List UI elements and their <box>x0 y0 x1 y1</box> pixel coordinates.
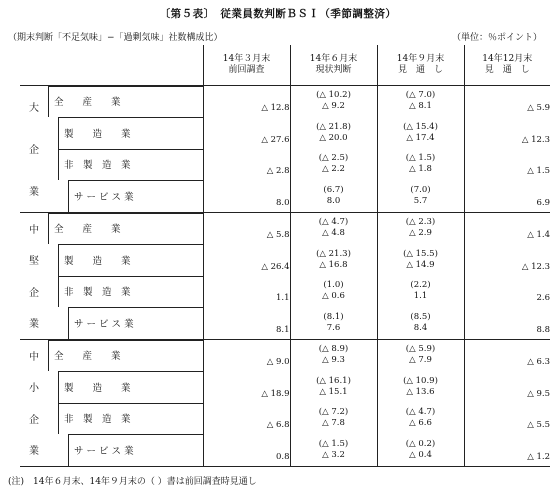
row-label-cell <box>48 276 203 308</box>
current-value: 8.4 <box>413 322 428 333</box>
current-value: △ 0.4 <box>409 449 432 460</box>
current-value: △ 9.3 <box>322 355 345 366</box>
current-value: △ 7.8 <box>322 418 345 429</box>
value-cell <box>290 307 377 339</box>
value-cell <box>464 244 550 276</box>
unit-label: （単位：％ポイント） <box>451 33 542 43</box>
prior-forecast-value: (△ 1.5) <box>318 438 349 449</box>
value-cell <box>377 244 464 276</box>
value-cell <box>464 180 550 212</box>
table-row <box>20 276 550 308</box>
current-value: △ 2.2 <box>322 164 345 175</box>
prior-forecast-value: (△ 5.9) <box>405 344 436 355</box>
value-cell <box>377 85 464 117</box>
value-cell <box>203 339 290 371</box>
current-value: 5.7 <box>413 195 428 206</box>
row-label: 非 製 造 業 <box>64 287 131 299</box>
current-value: △ 15.1 <box>319 386 348 397</box>
group-label <box>20 212 48 339</box>
value: 8.1 <box>275 324 290 335</box>
prior-forecast-value: (△ 1.5) <box>405 153 436 164</box>
prior-forecast-value: (△ 10.2) <box>316 90 351 101</box>
current-value: △ 1.8 <box>409 164 432 175</box>
value-cell <box>203 434 290 466</box>
value: △ 12.8 <box>261 102 290 113</box>
value: 0.8 <box>275 451 290 462</box>
value-cell <box>377 339 464 371</box>
value-cell <box>464 117 550 149</box>
prior-forecast-value: (△ 2.3) <box>405 217 436 228</box>
value-cell <box>290 371 377 403</box>
row-label-cell <box>48 339 203 371</box>
value: △ 6.3 <box>527 356 550 367</box>
value-cell <box>203 117 290 149</box>
value: △ 2.8 <box>266 166 290 177</box>
value-cell <box>290 244 377 276</box>
prior-forecast-value: (△ 21.8) <box>316 121 351 132</box>
current-value: 8.0 <box>326 195 341 206</box>
value-cell <box>377 212 464 244</box>
value-cell <box>377 180 464 212</box>
value-cell <box>377 276 464 308</box>
value: 8.0 <box>275 197 290 208</box>
prior-forecast-value: (△ 2.5) <box>318 153 349 164</box>
table-row <box>20 371 550 403</box>
current-value: △ 17.4 <box>406 132 435 143</box>
value: △ 5.9 <box>527 102 550 113</box>
header-row <box>20 45 550 85</box>
group-char: 企 <box>29 414 39 426</box>
column-header: 14年９月末 見 通 し <box>377 45 464 85</box>
current-value: 1.1 <box>413 291 428 302</box>
footnote: (注) 14年６月末、14年９月末の（ ）書は前回調査時見通し <box>8 477 257 487</box>
table-row <box>20 149 550 181</box>
row-label: サ ー ビ ス 業 <box>74 191 134 203</box>
current-value: △ 2.9 <box>409 228 432 239</box>
value-cell <box>290 180 377 212</box>
row-label: サ ー ビ ス 業 <box>74 318 134 330</box>
prior-forecast-value: (△ 15.5) <box>403 248 438 259</box>
value: △ 1.5 <box>527 166 550 177</box>
row-label: 製 造 業 <box>64 255 131 267</box>
group-char: 企 <box>29 145 39 156</box>
table-row <box>20 403 550 435</box>
row-label-cell <box>48 371 203 403</box>
prior-forecast-value: (△ 16.1) <box>316 375 351 386</box>
prior-forecast-value: (△ 7.0) <box>405 90 436 101</box>
current-value: △ 14.9 <box>406 259 435 270</box>
prior-forecast-value: (△ 0.2) <box>405 438 436 449</box>
value: △ 5.5 <box>527 420 550 431</box>
group-char: 堅 <box>29 256 39 268</box>
current-value: △ 0.6 <box>322 291 345 302</box>
value: △ 1.4 <box>527 229 550 240</box>
row-label: 非 製 造 業 <box>64 160 131 172</box>
group-char: 企 <box>29 287 39 299</box>
header-corner <box>20 45 203 85</box>
value: △ 1.2 <box>527 451 550 462</box>
column-header: 14年３月末 前回調査 <box>203 45 290 85</box>
row-label: 非 製 造 業 <box>64 414 131 426</box>
value-cell <box>203 149 290 181</box>
group-label <box>20 339 48 466</box>
value: △ 6.8 <box>266 420 290 431</box>
value: △ 27.6 <box>261 134 290 145</box>
current-value: 7.6 <box>326 322 341 333</box>
current-value: △ 6.6 <box>409 418 432 429</box>
value-cell <box>290 403 377 435</box>
prior-forecast-value: (△ 15.4) <box>403 121 438 132</box>
group-char: 業 <box>29 446 39 458</box>
prior-forecast-value: (6.7) <box>323 184 344 195</box>
value-cell <box>203 403 290 435</box>
prior-forecast-value: (2.2) <box>410 280 431 291</box>
column-header: 14年12月末 見 通 し <box>464 45 550 85</box>
prior-forecast-value: (7.0) <box>410 184 431 195</box>
value-cell <box>464 212 550 244</box>
table-row <box>20 85 550 117</box>
value-cell <box>290 117 377 149</box>
group-char: 小 <box>29 383 39 395</box>
prior-forecast-value: (△ 10.9) <box>403 375 438 386</box>
group-char: 業 <box>29 187 39 198</box>
row-label: サ ー ビ ス 業 <box>74 445 134 457</box>
group-label <box>20 85 48 212</box>
value-cell <box>464 434 550 466</box>
value-cell <box>464 339 550 371</box>
value: △ 9.0 <box>266 356 290 367</box>
prior-forecast-value: (△ 21.3) <box>316 248 351 259</box>
row-label-cell <box>48 85 203 117</box>
value-cell <box>203 307 290 339</box>
value: 6.9 <box>536 197 550 208</box>
table-subtitle: （期末判断「不足気味」−「過剰気味」社数構成比） <box>8 33 223 43</box>
row-label: 製 造 業 <box>64 128 131 140</box>
value-cell <box>377 434 464 466</box>
current-value: △ 9.2 <box>322 101 345 112</box>
row-label-cell <box>48 244 203 276</box>
value-cell <box>290 434 377 466</box>
prior-forecast-value: (△ 8.9) <box>318 344 349 355</box>
value-cell <box>464 149 550 181</box>
row-label-cell <box>48 149 203 181</box>
value: 1.1 <box>275 293 290 304</box>
group-char: 大 <box>29 103 39 114</box>
value: △ 5.8 <box>266 229 290 240</box>
value-cell <box>203 85 290 117</box>
table-row <box>20 244 550 276</box>
prior-forecast-value: (8.5) <box>410 311 431 322</box>
value-cell <box>464 85 550 117</box>
current-value: △ 20.0 <box>319 132 348 143</box>
current-value: △ 8.1 <box>409 101 432 112</box>
row-label: 全 産 業 <box>54 351 121 363</box>
table-row <box>20 212 550 244</box>
column-header: 14年６月末 現状判断 <box>290 45 377 85</box>
value: △ 12.3 <box>521 261 550 272</box>
current-value: △ 16.8 <box>319 259 348 270</box>
value-cell <box>203 180 290 212</box>
row-label-cell <box>48 117 203 149</box>
row-label-cell <box>48 403 203 435</box>
value-cell <box>203 371 290 403</box>
value-cell <box>203 276 290 308</box>
row-label-cell <box>48 307 203 339</box>
prior-forecast-value: (8.1) <box>323 311 344 322</box>
value: △ 9.5 <box>527 388 550 399</box>
row-label: 全 産 業 <box>54 97 121 109</box>
row-label: 全 産 業 <box>54 224 121 236</box>
table-row <box>20 117 550 149</box>
table-row <box>20 180 550 212</box>
value-cell <box>290 212 377 244</box>
value: 2.6 <box>536 293 550 304</box>
value-cell <box>290 85 377 117</box>
value: △ 26.4 <box>261 261 290 272</box>
table-title: 〔第５表〕 従業員数判断ＢＳＩ（季節調整済） <box>159 8 397 20</box>
row-label-cell <box>48 212 203 244</box>
value-cell <box>464 371 550 403</box>
value: △ 12.3 <box>521 134 550 145</box>
value-cell <box>377 307 464 339</box>
value-cell <box>377 149 464 181</box>
value-cell <box>290 149 377 181</box>
prior-forecast-value: (1.0) <box>323 280 344 291</box>
row-label: 製 造 業 <box>64 382 131 394</box>
table-row <box>20 307 550 339</box>
group-char: 業 <box>29 319 39 331</box>
value-cell <box>464 403 550 435</box>
table-row <box>20 339 550 371</box>
current-value: △ 3.2 <box>322 449 345 460</box>
bsi-table <box>20 45 550 467</box>
value-cell <box>464 307 550 339</box>
value: △ 18.9 <box>261 388 290 399</box>
row-label-cell <box>48 434 203 466</box>
table-row <box>20 434 550 466</box>
group-char: 中 <box>29 351 39 363</box>
value: 8.8 <box>536 324 550 335</box>
value-cell <box>377 371 464 403</box>
prior-forecast-value: (△ 4.7) <box>405 407 436 418</box>
value-cell <box>377 117 464 149</box>
value-cell <box>203 212 290 244</box>
group-char: 中 <box>29 224 39 236</box>
current-value: △ 4.8 <box>322 228 345 239</box>
value-cell <box>203 244 290 276</box>
current-value: △ 7.9 <box>409 355 432 366</box>
row-label-cell <box>48 180 203 212</box>
prior-forecast-value: (△ 7.2) <box>318 407 349 418</box>
value-cell <box>464 276 550 308</box>
value-cell <box>290 276 377 308</box>
current-value: △ 13.6 <box>406 386 435 397</box>
prior-forecast-value: (△ 4.7) <box>318 217 349 228</box>
value-cell <box>290 339 377 371</box>
value-cell <box>377 403 464 435</box>
